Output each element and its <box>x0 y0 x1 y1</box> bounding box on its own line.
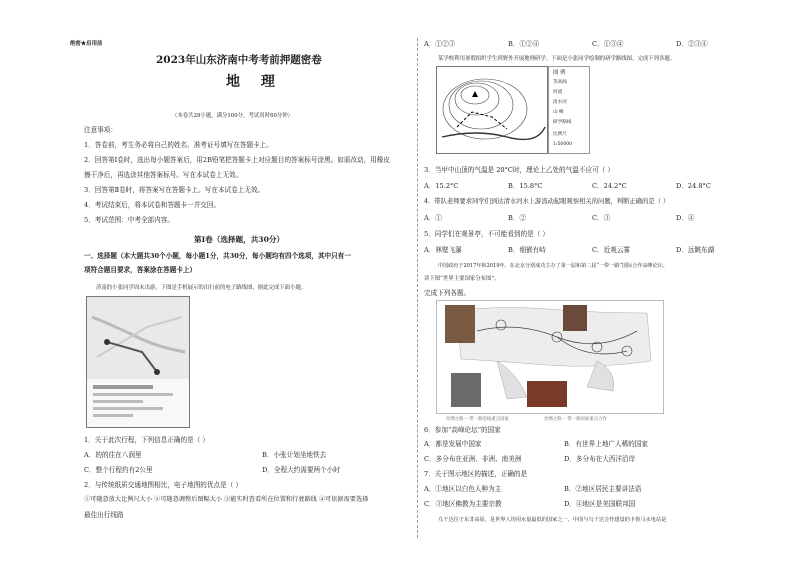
map-legend <box>548 66 590 154</box>
q3-option-a: A．15.2°C <box>424 182 459 190</box>
q4-option-a: A．① <box>424 214 442 222</box>
cathedral-photo <box>451 373 481 407</box>
section-instruction: 项符合题目要求，答案涂在答题卡上） <box>84 266 197 274</box>
section-instruction: 一、选择题（本大题共30个小题，每小题1分，共30分，每小题均有四个选项，其中只有一 <box>84 252 351 260</box>
q7-option-b: B．②地区居民主要讲法语 <box>564 485 642 493</box>
notice-item: 5．考试范围：中考全部内容。 <box>84 216 174 224</box>
q4-stem: 4．带队老师要求同学们到达清水河水上游流动起眼观察相关的问题，判断正确的是（ ） <box>424 198 670 205</box>
q7-option-a: A．①地区以白色人种为主 <box>424 485 502 493</box>
q1-stem: 1．关于此次行程，下列信息正确的是（ ） <box>84 436 209 444</box>
scale-value: 1:50000 <box>553 142 573 147</box>
left-column <box>70 40 414 555</box>
notice-item: 2．回答第Ⅰ卷时，选出每小题答案后，用2B铅笔把答题卡上对应题目的答案标号涂黑。如需改动，用橡皮 <box>84 156 390 164</box>
legend-item: 清水河 <box>553 100 567 105</box>
notice-item: 4．考试结束后，将本试卷和答题卡一并交回。 <box>84 201 221 209</box>
answer-option-c: C．①③④ <box>592 40 624 48</box>
route-map-image <box>86 296 190 428</box>
q6-stem: 6．参加“高峰论坛”的国家 <box>424 426 501 434</box>
contour-map <box>436 66 548 154</box>
q2-stem: 2．与传统纸质交通地图相比，电子地图的优点是（ ） <box>84 481 242 489</box>
q7-option-d: D．④地区是美国联邦国 <box>564 500 636 508</box>
q6-option-d: D．多分布在大西洋沿岸 <box>564 455 636 463</box>
map-legend-item: 丝绸之路·一带一路沿线重点国家 <box>446 417 509 422</box>
q1-option-a: A．的的往在八润里 <box>84 451 142 459</box>
legend-item: 等高线 <box>553 80 567 85</box>
notices-heading: 注意事项： <box>84 126 117 134</box>
exam-title: 2023年山东济南中考考前押题密卷 <box>156 54 322 66</box>
q1-option-b: B．小张计划坐地铁去 <box>262 451 327 459</box>
legend-title: 图 例 <box>553 70 566 76</box>
q2-line: 最佳出行线路 <box>84 511 124 519</box>
exam-info: （本卷共29小题，满分100分，考试用时60分钟） <box>172 113 294 119</box>
answer-option-a: A．①②③ <box>424 40 456 48</box>
q7-stem: 7．关于图示地区的描述，正确的是 <box>424 470 528 478</box>
q3-stem: 3．当甲中山顶的气温是 20°C时，理论上乙处的气温不应可（ ） <box>424 166 614 174</box>
q1-option-d: D．全程大约需要两个小时 <box>262 466 340 474</box>
q7-option-c: C．③地区佛教为主要宗教 <box>424 500 502 508</box>
scale-label: 比例尺 <box>553 132 567 137</box>
q5-option-a: A．林壁飞瀑 <box>424 246 462 254</box>
question-intro: 济南的小张同学周末出游，下图是手机展示的出行前的电子路线图，据此完成下面小题。 <box>96 285 307 291</box>
legend-item: 山 峰 <box>553 110 564 115</box>
column-divider <box>417 38 418 538</box>
q2-line: ①可随意放大比例尺大小 ②可随意调整后图幅大小 ③能实时查看所在位置和行驶路线 ④可依据需要选择 <box>84 496 369 503</box>
answer-option-b: B．①②④ <box>508 40 540 48</box>
notice-item: 擦干净后，再选涂其他答案标号。写在本试卷上无效。 <box>84 171 243 179</box>
q6-option-a: A．都是发展中国家 <box>424 440 482 448</box>
q5-option-b: B．细嵌有峙 <box>508 246 546 254</box>
legend-item: 河流 <box>553 90 563 95</box>
q6-option-c: C．多分布在亚洲、非洲、南美洲 <box>424 455 522 463</box>
secret-tag: 绝密★启用前 <box>70 41 103 47</box>
subject-title: 地 理 <box>226 74 283 90</box>
people-photo <box>563 305 587 331</box>
passage-2: 读下图“世界主要国家分布图”。 <box>424 276 500 282</box>
q4-option-b: B．② <box>508 214 527 222</box>
q4-option-d: D．④ <box>676 214 695 222</box>
q1-option-c: C．整个行程约有2公里 <box>84 466 153 474</box>
fieldtrip-intro: 某学校利用暑假组织学生到野外开展地理研学。下面是小张同学绘制的研学路线图，完成下列各题。 <box>438 56 676 62</box>
q3-option-d: D．24.8°C <box>676 182 711 190</box>
route-map-drawing <box>87 297 189 427</box>
q5-option-c: C．近观云雾 <box>592 246 631 254</box>
notice-item: 1．答卷前，考生务必将自己的姓名、准考证号填写在答题卡上。 <box>84 141 273 149</box>
q5-stem: 5．同学们在观景亭，不可能看到的是（ ） <box>424 230 549 238</box>
passage: 中国政府于2017年和2019年，在北京分别成功主办了第一届和第二届“一带一路”国际合作高峰论坛。 <box>438 263 668 269</box>
q5-option-d: D．远眺东湖 <box>676 246 715 254</box>
contour-map-drawing <box>437 67 547 153</box>
section-title: 第Ⅰ卷（选择题，共30分） <box>194 235 285 244</box>
ceremony-photo <box>527 381 567 407</box>
legend-item: 研学路线 <box>553 120 572 125</box>
right-column <box>424 38 764 553</box>
landmark-photo <box>445 305 475 343</box>
q4-option-c: C．③ <box>592 214 611 222</box>
map-legend-item: 丝绸之路·一带一路国家重点合作 <box>544 417 607 422</box>
q6-option-b: B．有世界上地广人稀的国家 <box>564 440 648 448</box>
notice-item: 3．回答第Ⅱ卷时，将答案写在答题卡上。写在本试卷上无效。 <box>84 186 265 194</box>
intro-2: 完成下列各题。 <box>424 289 471 297</box>
answer-option-d: D．②③④ <box>676 40 708 48</box>
world-map <box>436 300 664 414</box>
q3-option-b: B．15.8°C <box>508 182 543 190</box>
bottom-passage: 乌干达位于东非高原，是世界人均用水量最低的国家之一，中国与乌干达合作建设的卡鲁马水电站是 <box>438 517 667 523</box>
q3-option-c: C．24.2°C <box>592 182 627 190</box>
